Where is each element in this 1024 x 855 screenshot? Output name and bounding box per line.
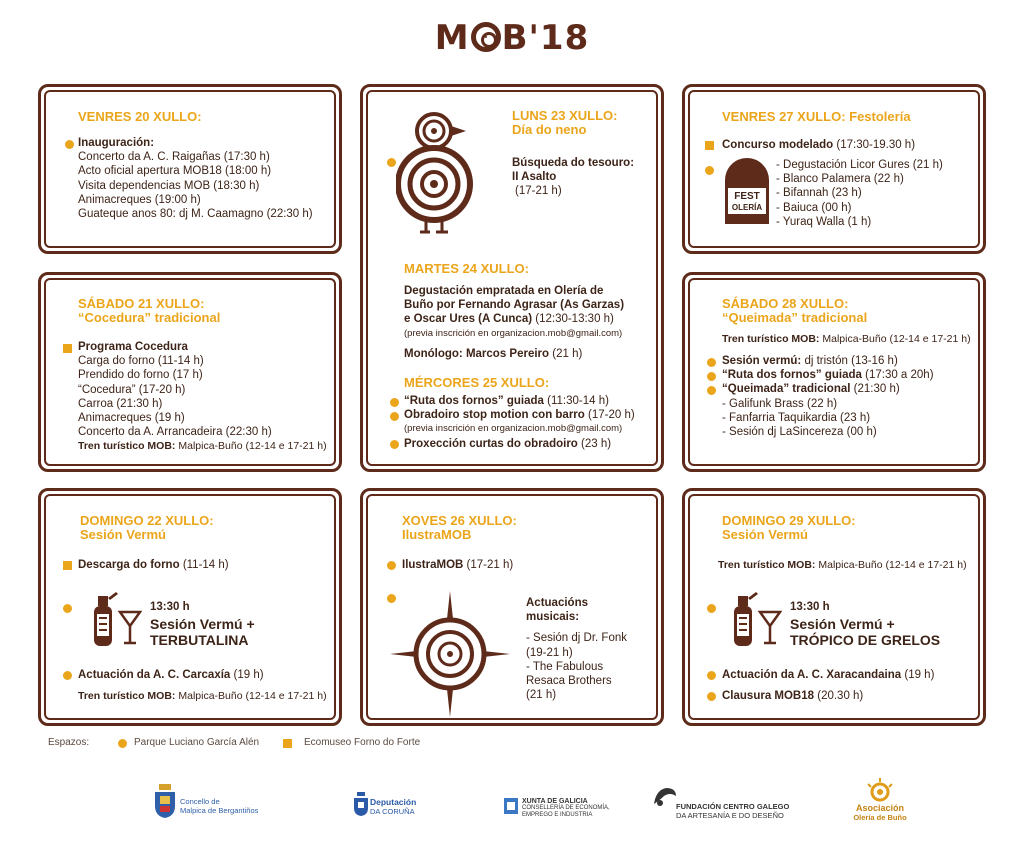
event-item: Actuación da A. C. Carcaxía (19 h) [78, 669, 264, 681]
logo-xunta: XUNTA DE GALICIA CONSELLERÍA DE ECONOMÍA, EMPREGO E INDUSTRIA [522, 798, 610, 818]
bird-target-icon [396, 106, 476, 236]
card-luns-martes-mercores [360, 84, 664, 472]
event-list: Sesión vermú: dj tristón (13-16 h) “Ruta dos fornos” guiada (17:30 a 20h) “Queimada” tradicional (21:30 h) - Galifunk Brass (22 h) - Fanfarria Taquikardia (23 h) - Sesión dj LaSincereza (00 h) [722, 355, 934, 439]
event-item: Descarga do forno (11-14 h) [78, 559, 229, 571]
event-time: 13:30 h [790, 601, 830, 613]
event-list: - Degustación Licor Gures (21 h) - Blanco Palamera (22 h) - Bifannah (23 h) - Baiuca (00 h) - Yuraq Walla (1 h) [776, 159, 943, 228]
event-list: “Ruta dos fornos” guiada (11:30-14 h) Obradoiro stop motion con barro (17-20 h) (previa inscrición en organizacion.mob@gmail.com) Proxección curtas do obradoiro (23 h) [404, 395, 635, 450]
location-dot-icon [387, 561, 396, 570]
location-dot-icon [390, 412, 399, 421]
location-dot-icon [707, 671, 716, 680]
logo-asociacion: Asociación Olería de Buño [853, 803, 907, 822]
event-item: IlustraMOB (17-21 h) [402, 559, 514, 571]
card-sabado-21 [38, 272, 342, 472]
page-title: M B'18 [434, 18, 590, 58]
tren-info: Tren turístico MOB: Malpica-Buño (12-14 e 17-21 h) [78, 690, 327, 702]
card-venres-27 [682, 84, 986, 254]
target-o-icon [471, 22, 501, 52]
tren-info: Tren turístico MOB: Malpica-Buño (12-14 e 17-21 h) [718, 559, 967, 571]
logo-deputacion: Deputación DA CORUÑA [370, 797, 417, 816]
location-dot-icon [63, 671, 72, 680]
location-dot-icon [387, 158, 396, 167]
event-item: Actuación da A. C. Xaracandaina (19 h) [722, 669, 935, 681]
event-list: Degustación empratada en Olería de Buño por Fernando Agrasar (As Garzas) e Oscar Ures (A Cunca) (12:30-13:30 h) (previa inscrición en organizacion.mob@gmail.com) Monólogo: Marcos Pereiro (21 h) [404, 285, 625, 360]
day-heading: SÁBADO 21 XULLO: “Cocedura” tradicional [78, 296, 221, 325]
location-dot-icon [707, 604, 716, 613]
card-domingo-29 [682, 488, 986, 726]
day-heading: SÁBADO 28 XULLO: “Queimada” tradicional [722, 296, 868, 325]
location-dot-icon [707, 692, 716, 701]
tren-info: Tren turístico MOB: Malpica-Buño (12-14 e 17-21 h) [722, 333, 971, 345]
card-venres-20 [38, 84, 342, 254]
day-heading: DOMINGO 29 XULLO: Sesión Vermú [722, 513, 856, 542]
xunta-emblem-icon [504, 798, 518, 814]
day-heading: DOMINGO 22 XULLO: Sesión Vermú [80, 513, 214, 542]
event-list: Búsqueda do tesouro: II Asalto (17-21 h) [512, 157, 635, 198]
event-list: Actuacións musicais: - Sesión dj Dr. Fonk (19-21 h) - The Fabulous Resaca Brothers (21 h) [526, 597, 627, 702]
location-dot-icon [705, 166, 714, 175]
event-time: 13:30 h [150, 601, 190, 613]
legend-dot-text: Parque Luciano García Alén [134, 737, 260, 748]
fundacion-hand-icon [652, 786, 678, 808]
legend-square-text: Ecomuseo Forno do Forte [304, 737, 421, 748]
deputacion-crest-icon [354, 792, 368, 816]
event-list: Programa Cocedura Carga do forno (11-14 h) Prendido do forno (17 h) “Cocedura” (17-20 h) Carroa (21:30 h) Animacreques (19 h) Concerto da A. Arrancadeira (22:30 h) Tren turístico MOB: Malpica-Buño (12-14 e 17-21 h) [78, 341, 327, 453]
day-heading: MARTES 24 XULLO: [404, 261, 529, 276]
event-highlight: Sesión Vermú + TERBUTALINA [150, 616, 255, 648]
location-dot-icon [707, 386, 716, 395]
day-heading: MÉRCORES 25 XULLO: [404, 375, 550, 390]
concello-shield-icon [154, 784, 176, 818]
day-heading: VENRES 20 XULLO: [78, 109, 202, 124]
day-heading: LUNS 23 XULLO: Día do neno [512, 108, 618, 137]
card-xoves-26 [360, 488, 664, 726]
location-dot-icon [390, 398, 399, 407]
asociacion-sun-icon [864, 778, 896, 802]
festoleria-badge-label: FEST OLERÍA [731, 191, 763, 212]
legend-dot-icon [118, 739, 127, 748]
location-dot-icon [65, 140, 74, 149]
siphon-cocktail-icon [86, 588, 142, 648]
logo-fundacion: FUNDACIÓN CENTRO GALEGO DA ARTESANÍA E DO DESEÑO [676, 802, 790, 820]
siphon-cocktail-icon [726, 588, 782, 648]
location-square-icon [63, 344, 72, 353]
event-item: Clausura MOB18 (20.30 h) [722, 690, 864, 702]
compass-target-icon [390, 591, 510, 717]
legend-square-icon [283, 739, 292, 748]
legend-label: Espazos: [48, 737, 90, 748]
card-domingo-22 [38, 488, 342, 726]
day-heading: VENRES 27 XULLO: Festolería [722, 109, 911, 124]
location-square-icon [63, 561, 72, 570]
location-dot-icon [390, 440, 399, 449]
event-list: Inauguración: Concerto da A. C. Raigañas (17:30 h) Acto oficial apertura MOB18 (18:00 h) Visita dependencias MOB (18:30 h) Animacreques (19:00 h) Guateque anos 80: dj M. Caamagno (22:30 h) [78, 137, 313, 221]
day-heading: XOVES 26 XULLO: IlustraMOB [402, 513, 517, 542]
location-dot-icon [707, 372, 716, 381]
location-dot-icon [63, 604, 72, 613]
event-item: Concurso modelado (17:30-19.30 h) [722, 139, 916, 151]
card-sabado-28 [682, 272, 986, 472]
location-dot-icon [707, 358, 716, 367]
event-highlight: Sesión Vermú + TRÓPICO DE GRELOS [790, 616, 941, 648]
location-square-icon [705, 141, 714, 150]
logo-concello: Concello de Malpica de Bergantiños [180, 797, 259, 815]
